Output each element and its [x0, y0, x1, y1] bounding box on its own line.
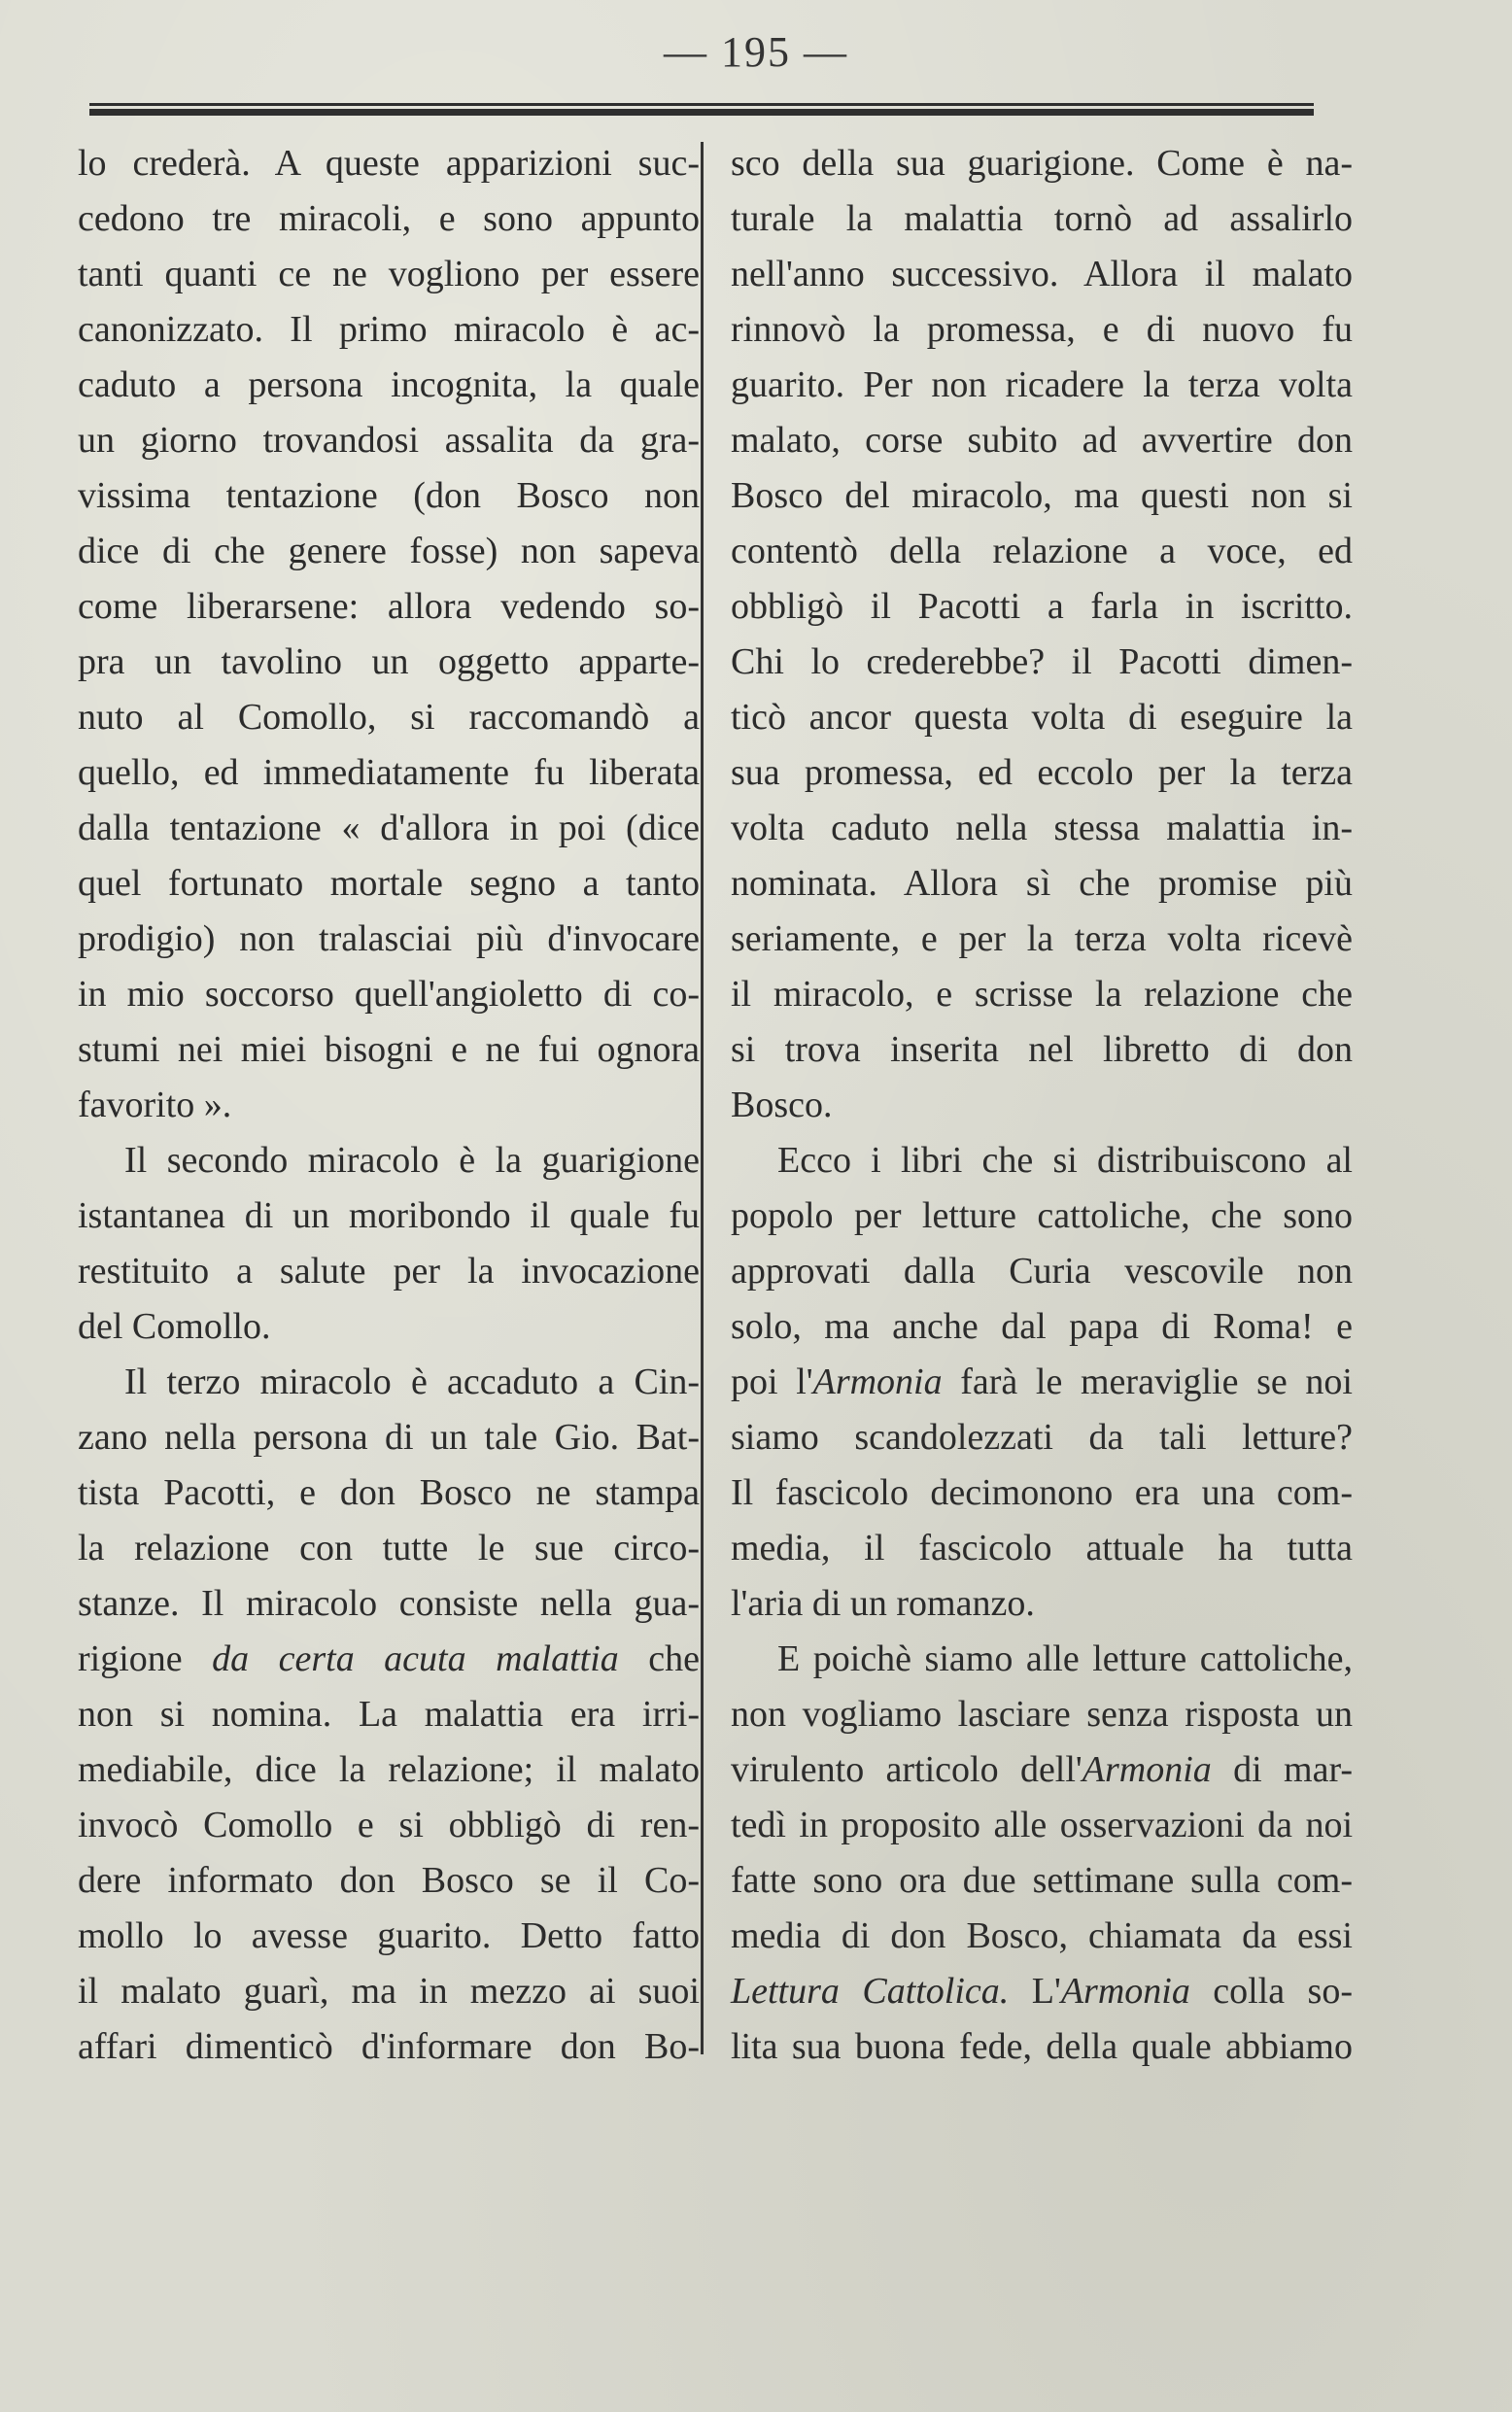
line-text: prodigio) non tralasciai più d'invocare [78, 918, 700, 959]
line-text: tista Pacotti, e don Bosco ne stampa [78, 1472, 700, 1513]
line-text: rigione [78, 1638, 213, 1679]
line-text-continued: farà le meraviglie se noi [942, 1361, 1353, 1402]
text-line [731, 1853, 1353, 1909]
line-text: stanze. Il miracolo consiste nella gua- [78, 1583, 700, 1624]
text-line [731, 2019, 1353, 2075]
line-text: rinnovò la promessa, e di nuovo fu [731, 309, 1353, 350]
text-line [78, 1244, 700, 1299]
line-text: solo, ma anche dal papa di Roma! e [731, 1306, 1353, 1347]
text-line [78, 801, 700, 856]
text-line [731, 302, 1353, 358]
line-text: ticò ancor questa volta di eseguire la [731, 697, 1353, 738]
line-text: lo crederà. A queste apparizioni suc- [78, 143, 700, 184]
column-divider [701, 142, 704, 2054]
text-line [78, 1576, 700, 1632]
line-text: nominata. Allora sì che promise più [731, 863, 1353, 904]
line-text: poi l' [731, 1361, 813, 1402]
line-text: nuto al Comollo, si raccomandò a [78, 697, 700, 738]
text-line [78, 1964, 700, 2019]
header-rule-thin [89, 103, 1314, 106]
line-text: guarito. Per non ricadere la terza volta [731, 364, 1353, 405]
line-text: mollo lo avesse guarito. Detto fatto [78, 1915, 700, 1956]
line-text: mediabile, dice la relazione; il malato [78, 1749, 700, 1790]
line-text: la relazione con tutte le sue circo- [78, 1528, 700, 1568]
text-line [78, 1189, 700, 1244]
line-text: approvati dalla Curia vescovile non [731, 1251, 1353, 1292]
text-line [731, 967, 1353, 1022]
text-line [78, 191, 700, 247]
line-text: turale la malattia tornò ad assalirlo [731, 198, 1353, 239]
line-text: Chi lo crederebbe? il Pacotti dimen- [731, 641, 1353, 682]
text-line [78, 579, 700, 635]
line-text: popolo per letture cattoliche, che sono [731, 1195, 1353, 1236]
text-line [731, 247, 1353, 302]
line-text: media, il fascicolo attuale ha tutta [731, 1528, 1353, 1568]
line-text-continued: di mar- [1211, 1749, 1353, 1790]
text-line [731, 1742, 1353, 1798]
line-text: l'aria di un romanzo. [731, 1583, 1035, 1624]
text-line [78, 1798, 700, 1853]
line-text: non si nomina. La malattia era irri- [78, 1694, 700, 1735]
text-line [78, 524, 700, 579]
italic-text: Lettura Cattolica. [731, 1971, 1010, 2012]
line-text: canonizzato. Il primo miracolo è ac- [78, 309, 700, 350]
text-line [731, 1964, 1353, 2019]
line-text: Ecco i libri che si distribuiscono al [777, 1140, 1353, 1181]
text-line [78, 967, 700, 1022]
text-line [731, 1299, 1353, 1355]
line-text: Bosco. [731, 1085, 833, 1125]
text-line [78, 1742, 700, 1798]
line-text: Il secondo miracolo è la guarigione [124, 1140, 700, 1181]
line-text: Il fascicolo decimonono era una com- [731, 1472, 1353, 1513]
line-text: E poichè siamo alle letture cattoliche, [777, 1638, 1353, 1679]
line-text: volta caduto nella stessa malattia in- [731, 808, 1353, 848]
line-text: affari dimenticò d'informare don Bo- [78, 2026, 700, 2067]
text-line [78, 247, 700, 302]
line-text: caduto a persona incognita, la quale [78, 364, 700, 405]
left-text-column [78, 136, 700, 2075]
text-line [731, 579, 1353, 635]
line-text: sua promessa, ed eccolo per la terza [731, 752, 1353, 793]
text-line [731, 856, 1353, 912]
text-line [731, 801, 1353, 856]
page-number: — 195 — [664, 28, 848, 76]
text-line [78, 2019, 700, 2075]
line-text: Il terzo miracolo è accaduto a Cin- [124, 1361, 700, 1402]
line-text: media di don Bosco, chiamata da essi [731, 1915, 1353, 1956]
text-line [78, 136, 700, 191]
text-line [731, 635, 1353, 690]
line-text-continued: che [618, 1638, 700, 1679]
line-text: istantanea di un moribondo il quale fu [78, 1195, 700, 1236]
line-text: malato, corse subito ad avvertire don [731, 420, 1353, 461]
line-text: lita sua buona fede, della quale abbiamo [731, 2026, 1353, 2067]
text-line [731, 1189, 1353, 1244]
text-line [731, 468, 1353, 524]
text-line [78, 1133, 700, 1189]
line-text: obbligò il Pacotti a farla in iscritto. [731, 586, 1353, 627]
text-line [78, 1299, 700, 1355]
text-line [731, 912, 1353, 967]
text-line [78, 358, 700, 413]
text-line [78, 912, 700, 967]
text-line [78, 635, 700, 690]
text-line [731, 745, 1353, 801]
line-text: sco della sua guarigione. Come è na- [731, 143, 1353, 184]
text-line [731, 358, 1353, 413]
text-line [731, 1687, 1353, 1742]
text-line [731, 1465, 1353, 1521]
text-line [731, 690, 1353, 745]
text-line [731, 1355, 1353, 1410]
line-text: tanti quanti ce ne vogliono per essere [78, 254, 700, 294]
text-line [731, 1133, 1353, 1189]
text-line [78, 468, 700, 524]
text-line [78, 1022, 700, 1078]
text-line [731, 413, 1353, 468]
line-text: siamo scandolezzati da tali letture? [731, 1417, 1353, 1458]
text-line [78, 1687, 700, 1742]
text-line [78, 1853, 700, 1909]
line-text: tedì in proposito alle osservazioni da noi [731, 1805, 1353, 1845]
line-text: favorito ». [78, 1085, 232, 1125]
line-text: nell'anno successivo. Allora il malato [731, 254, 1353, 294]
text-line [78, 1632, 700, 1687]
line-text-continued: L' [1009, 1971, 1061, 2012]
line-text: restituito a salute per la invocazione [78, 1251, 700, 1292]
text-line [78, 1410, 700, 1465]
line-text: stumi nei miei bisogni e ne fui ognora [78, 1029, 700, 1070]
line-text: virulento articolo dell' [731, 1749, 1082, 1790]
line-text-continued: colla so- [1189, 1971, 1353, 2012]
line-text: si trova inserita nel libretto di don [731, 1029, 1353, 1070]
italic-text: Armonia [812, 1361, 943, 1402]
line-text: Bosco del miracolo, ma questi non si [731, 475, 1353, 516]
text-line [731, 1521, 1353, 1576]
line-text: del Comollo. [78, 1306, 271, 1347]
text-line [731, 136, 1353, 191]
line-text: contentò della relazione a voce, ed [731, 531, 1353, 571]
text-line [731, 1022, 1353, 1078]
text-line [78, 856, 700, 912]
text-line [78, 745, 700, 801]
line-text: pra un tavolino un oggetto apparte- [78, 641, 700, 682]
line-text: come liberarsene: allora vedendo so- [78, 586, 700, 627]
text-line [731, 1410, 1353, 1465]
text-line [731, 1632, 1353, 1687]
right-text-column [731, 136, 1353, 2075]
text-line [78, 302, 700, 358]
line-text: vissima tentazione (don Bosco non [78, 475, 700, 516]
line-text: cedono tre miracoli, e sono appunto [78, 198, 700, 239]
line-text: zano nella persona di un tale Gio. Bat- [78, 1417, 700, 1458]
line-text: il miracolo, e scrisse la relazione che [731, 974, 1353, 1015]
line-text: fatte sono ora due settimane sulla com- [731, 1860, 1353, 1901]
text-line [731, 524, 1353, 579]
header-rule-thick [89, 109, 1314, 116]
line-text: dalla tentazione « d'allora in poi (dice [78, 808, 700, 848]
text-line [78, 1465, 700, 1521]
line-text: non vogliamo lasciare senza risposta un [731, 1694, 1353, 1735]
text-line [78, 1521, 700, 1576]
text-line [731, 1909, 1353, 1964]
line-text: quel fortunato mortale segno a tanto [78, 863, 700, 904]
text-line [731, 191, 1353, 247]
line-text: seriamente, e per la terza volta ricevè [731, 918, 1353, 959]
line-text: un giorno trovandosi assalita da gra- [78, 420, 700, 461]
line-text: il malato guarì, ma in mezzo ai suoi [78, 1971, 700, 2012]
line-text: dice di che genere fosse) non sapeva [78, 531, 700, 571]
text-line [78, 1078, 700, 1133]
text-line [731, 1798, 1353, 1853]
italic-text: Armonia [1060, 1971, 1190, 2012]
line-text: quello, ed immediatamente fu liberata [78, 752, 700, 793]
line-text: in mio soccorso quell'angioletto di co- [78, 974, 700, 1015]
text-line [78, 1355, 700, 1410]
italic-text: da certa acuta malattia [212, 1638, 619, 1679]
line-text: dere informato don Bosco se il Co- [78, 1860, 700, 1901]
line-text: invocò Comollo e si obbligò di ren- [78, 1805, 700, 1845]
text-line [731, 1078, 1353, 1133]
text-line [78, 1909, 700, 1964]
italic-text: Armonia [1082, 1749, 1212, 1790]
text-line [78, 413, 700, 468]
text-line [78, 690, 700, 745]
text-line [731, 1576, 1353, 1632]
text-line [731, 1244, 1353, 1299]
